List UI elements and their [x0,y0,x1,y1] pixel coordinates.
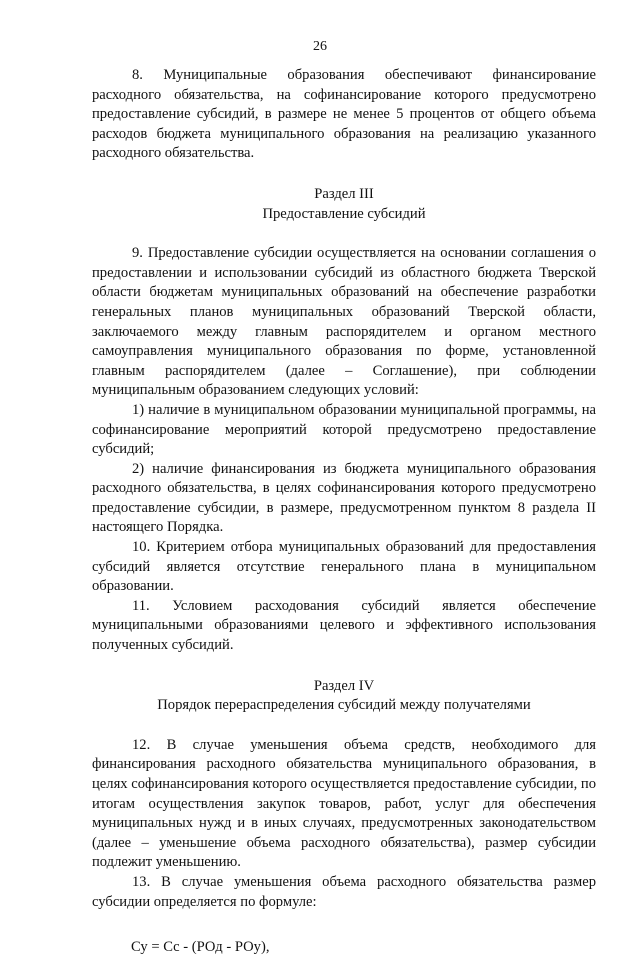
paragraph-9-condition-1: 1) наличие в муниципальном образовании муниципальной программы, на софинансирование мероприятий которой предусмотрено предоставление субсидий; [92,401,596,458]
paragraph-11: 11. Условием расходования субсидий является обеспечение муниципальными образованиями целевого и эффективного использования полученных субсидий. [92,597,596,654]
paragraph-8: 8. Муниципальные образования обеспечивают финансирование расходного обязательства, на софинансирование которого предусмотрено предоставление субсидий, в размере не менее 5 процентов от общего объема расходов бюджета муниципального образования на реализацию указанного расходного обязательства. [92,67,596,162]
section-4-number: Раздел IV [313,677,375,694]
section-3-number: Раздел III [314,185,374,202]
section-4-heading [92,677,596,716]
section-3-heading [92,185,596,224]
paragraph-9-condition-2: 2) наличие финансирования из бюджета муниципального образования расходного обязательства, в целях софинансирования которого предусмотрено предоставление субсидии, в размере, предусмотренном пунктом 8 раздела II настоящего Порядка. [92,460,596,536]
paragraph-13: 13. В случае уменьшения объема расходного обязательства размер субсидии определяется по формуле: [92,873,596,910]
document-body [92,66,596,958]
section-4-title: Порядок перераспределения субсидий между получателями [157,697,531,714]
page-number: 26 [313,39,327,54]
subsidy-formula: Су = Сс - (РОд - РОу), [131,939,270,956]
section-3-title: Предоставление субсидий [262,205,426,222]
paragraph-9: 9. Предоставление субсидии осуществляется на основании соглашения о предоставлении и использовании субсидий из областного бюджета Тверской области бюджетам муниципальных образований на обеспечение разработки генеральных планов муниципальных образований Тверской области, заключаемого между главным распорядителем и органом местного самоуправления муниципального образования по форме, установленной главным распорядителем (далее – Соглашение), при соблюдении муниципальным образованием следующих условий: [92,245,596,399]
paragraph-10: 10. Критерием отбора муниципальных образований для предоставления субсидий является отсутствие генерального плана в муниципальном образовании. [92,539,596,595]
paragraph-12: 12. В случае уменьшения объема средств, необходимого для финансирования расходного обязательства муниципального образования, в целях софинансирования которого осуществляется предоставление субсидии, по итогам осуществления закупок товаров, работ, услуг для обеспечения муниципальных нужд и в иных случаях, предусмотренных законодательством (далее – уменьшение объема расходного обязательства), размер субсидии подлежит уменьшению. [92,736,596,871]
